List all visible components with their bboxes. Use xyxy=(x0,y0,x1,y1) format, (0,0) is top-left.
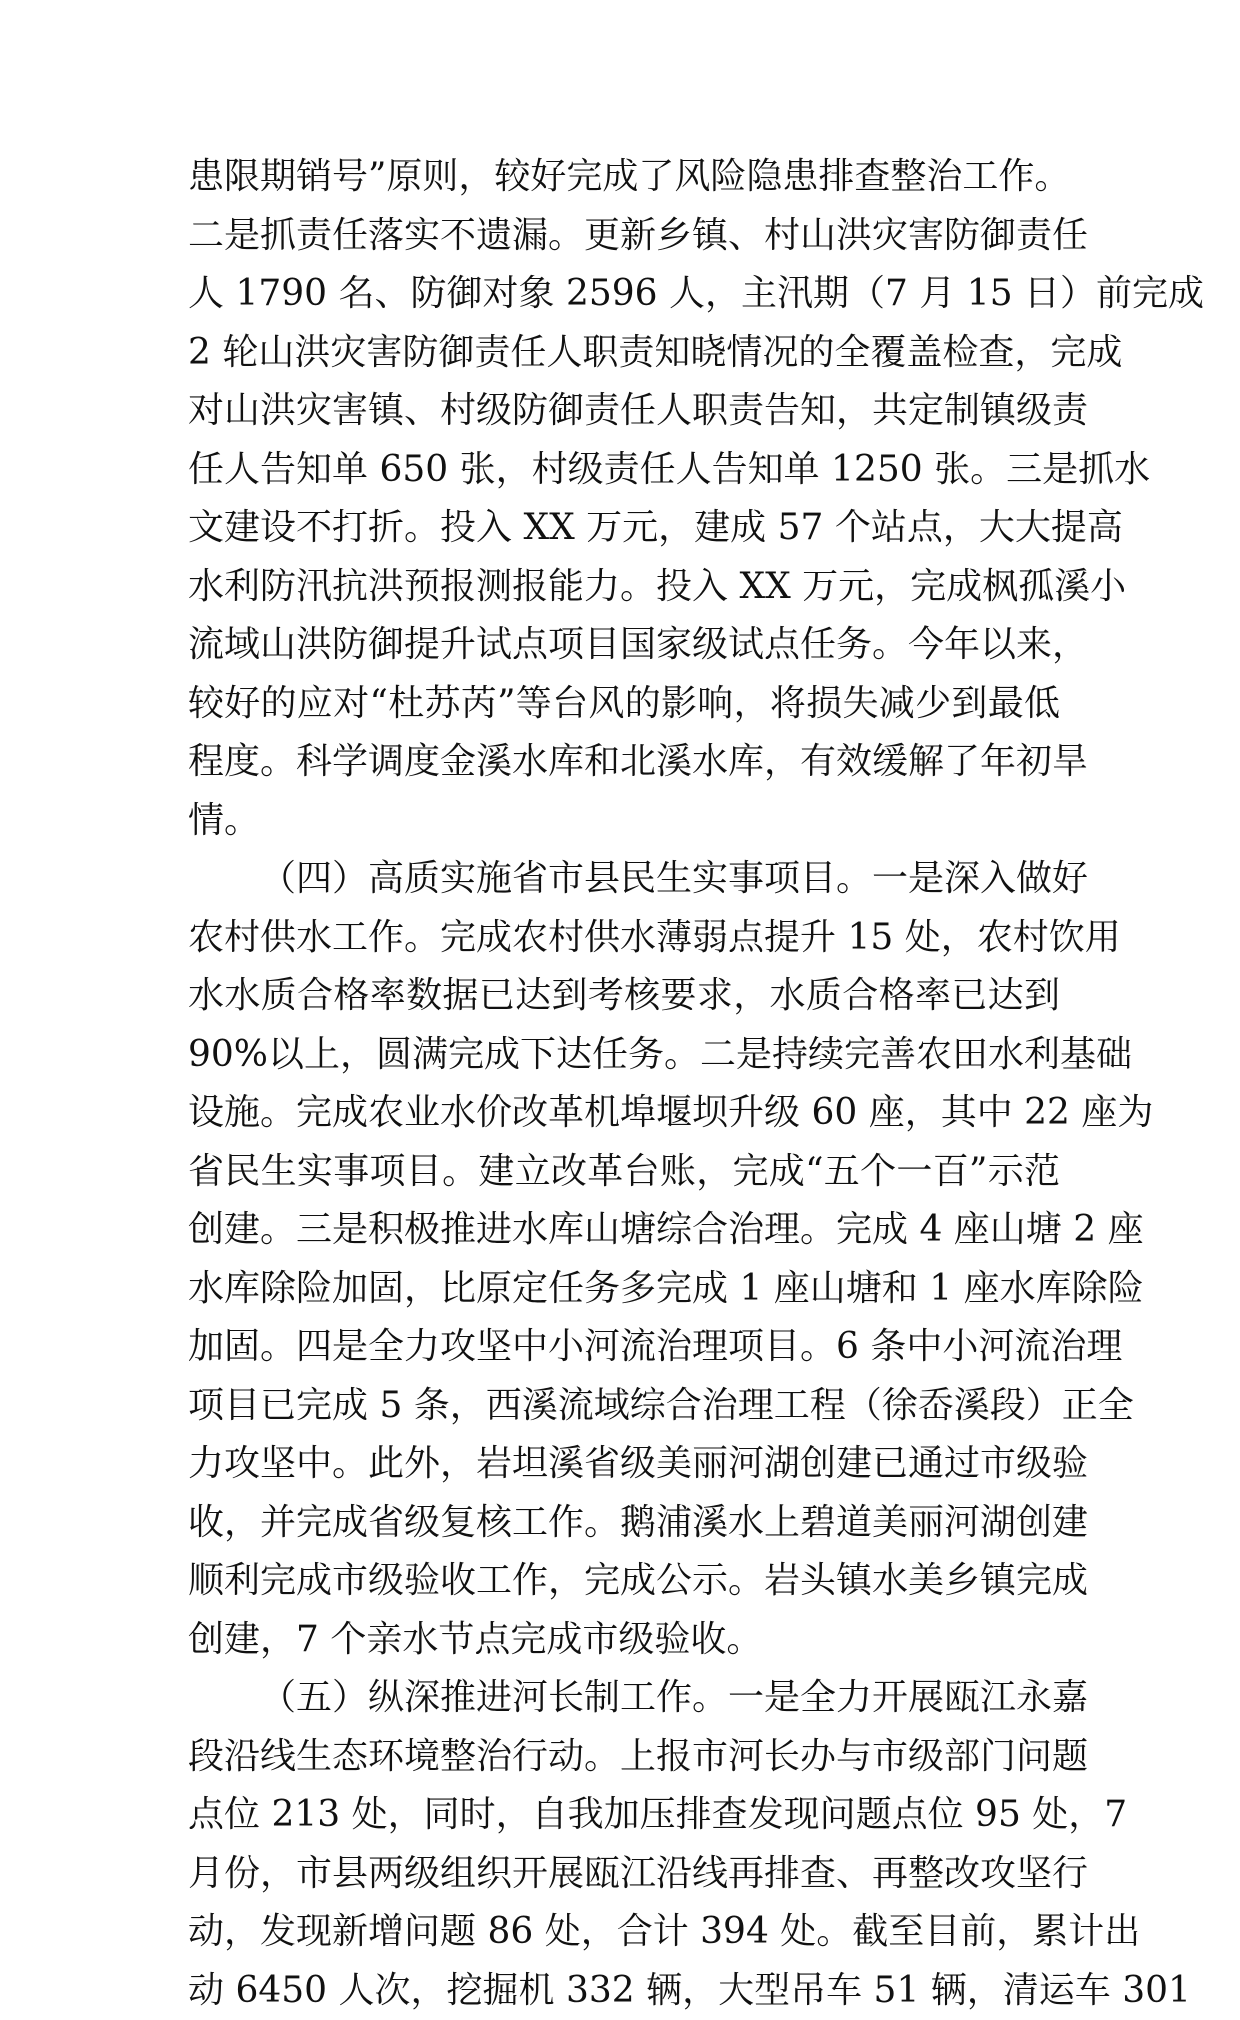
text-line: 创建。三是积极推进水库山塘综合治理。完成 4 座山塘 2 座 xyxy=(188,1201,1060,1260)
text-line: 患限期销号”原则，较好完成了风险隐患排查整治工作。 xyxy=(188,148,1060,207)
text-line: 农村供水工作。完成农村供水薄弱点提升 15 处，农村饮用 xyxy=(188,909,1060,968)
text-line: 流域山洪防御提升试点项目国家级试点任务。今年以来， xyxy=(188,616,1060,675)
text-line: 顺利完成市级验收工作，完成公示。岩头镇水美乡镇完成 xyxy=(188,1552,1060,1611)
text-line: 90%以上，圆满完成下达任务。二是持续完善农田水利基础 xyxy=(188,1026,1060,1085)
text-line: 人 1790 名、防御对象 2596 人，主汛期（7 月 15 日）前完成 xyxy=(188,265,1060,324)
text-line: 力攻坚中。此外，岩坦溪省级美丽河湖创建已通过市级验 xyxy=(188,1435,1060,1494)
text-line: 点位 213 处，同时，自我加压排查发现问题点位 95 处，7 xyxy=(188,1786,1060,1845)
text-line: 设施。完成农业水价改革机埠堰坝升级 60 座，其中 22 座为 xyxy=(188,1084,1060,1143)
text-line: 段沿线生态环境整治行动。上报市河长办与市级部门问题 xyxy=(188,1728,1060,1787)
text-line: 情。 xyxy=(188,792,1060,851)
text-line: 2 轮山洪灾害防御责任人职责知晓情况的全覆盖检查，完成 xyxy=(188,324,1060,383)
paragraph-heading-line: （五）纵深推进河长制工作。一是全力开展瓯江永嘉 xyxy=(188,1669,1060,1728)
text-line: 对山洪灾害镇、村级防御责任人职责告知，共定制镇级责 xyxy=(188,382,1060,441)
text-line: 项目已完成 5 条，西溪流域综合治理工程（徐岙溪段）正全 xyxy=(188,1377,1060,1436)
text-line: 动 6450 人次，挖掘机 332 辆，大型吊车 51 辆，清运车 301 xyxy=(188,1962,1060,2020)
text-line: 省民生实事项目。建立改革台账，完成“五个一百”示范 xyxy=(188,1143,1060,1202)
text-line: 水库除险加固，比原定任务多完成 1 座山塘和 1 座水库除险 xyxy=(188,1260,1060,1319)
text-line: 动，发现新增问题 86 处，合计 394 处。截至目前，累计出 xyxy=(188,1903,1060,1962)
text-line: 创建，7 个亲水节点完成市级验收。 xyxy=(188,1611,1060,1670)
paragraph-heading-line: （四）高质实施省市县民生实事项目。一是深入做好 xyxy=(188,850,1060,909)
text-line: 二是抓责任落实不遗漏。更新乡镇、村山洪灾害防御责任 xyxy=(188,207,1060,266)
text-line: 收，并完成省级复核工作。鹅浦溪水上碧道美丽河湖创建 xyxy=(188,1494,1060,1553)
text-line: 程度。科学调度金溪水库和北溪水库，有效缓解了年初旱 xyxy=(188,733,1060,792)
text-line: 水利防汛抗洪预报测报能力。投入 XX 万元，完成枫孤溪小 xyxy=(188,558,1060,617)
text-line: 水水质合格率数据已达到考核要求，水质合格率已达到 xyxy=(188,967,1060,1026)
document-body xyxy=(188,148,1060,2020)
text-line: 任人告知单 650 张，村级责任人告知单 1250 张。三是抓水 xyxy=(188,441,1060,500)
text-line: 较好的应对“杜苏芮”等台风的影响，将损失减少到最低 xyxy=(188,675,1060,734)
text-line: 加固。四是全力攻坚中小河流治理项目。6 条中小河流治理 xyxy=(188,1318,1060,1377)
text-line: 月份，市县两级组织开展瓯江沿线再排查、再整改攻坚行 xyxy=(188,1845,1060,1904)
text-line: 文建设不打折。投入 XX 万元，建成 57 个站点，大大提高 xyxy=(188,499,1060,558)
